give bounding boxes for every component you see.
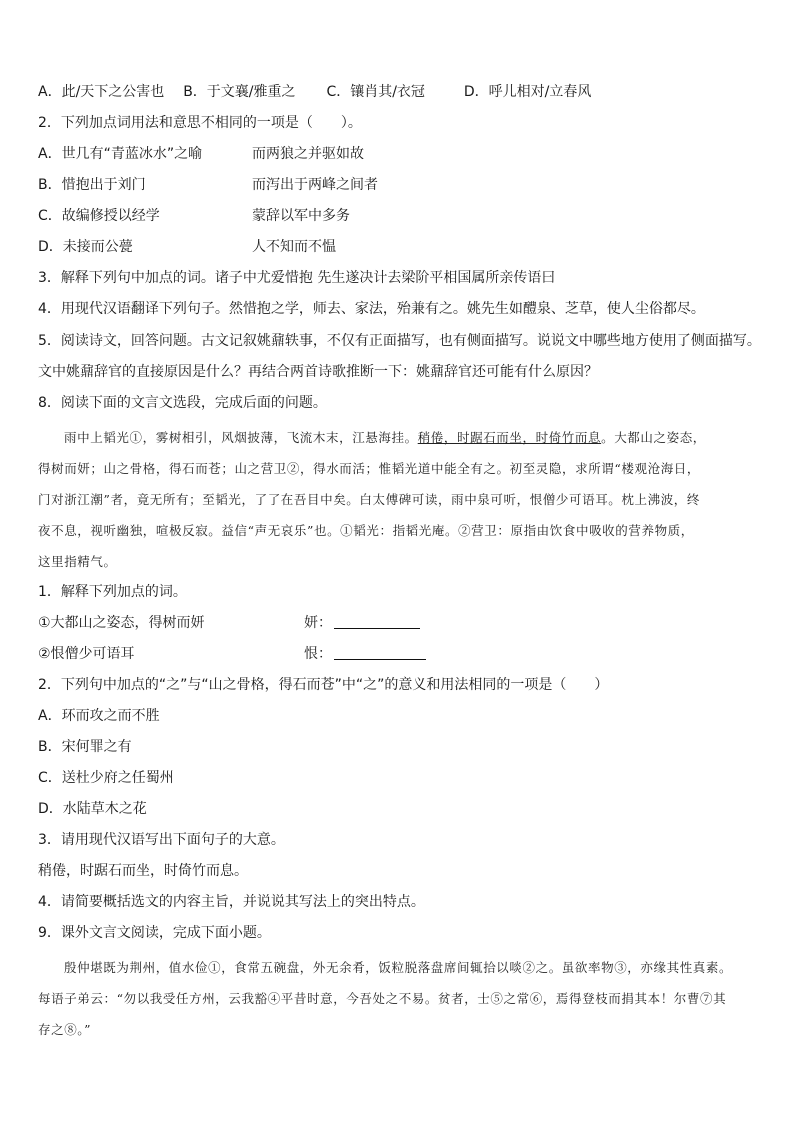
passage-9-line1: 殷仲堪既为荆州，值水俭①，食常五碗盘，外无余肴，饭粒脱落盘席间辄拾以啖②之。虽欲率物③，亦缘其性真素。: [64, 960, 733, 975]
section-8-heading: 8．阅读下面的文言文选段，完成后面的问题。: [38, 395, 327, 411]
q8-2-option-d: D．水陆草木之花: [38, 801, 147, 817]
option-b: B．于文襄/雅重之: [183, 84, 296, 100]
q8-1a-left: ①大都山之姿态，得树而妍: [38, 615, 205, 631]
passage-8-line1: [64, 428, 760, 446]
q8-3-sentence: 稍倦，时踞石而坐，时倚竹而息。: [38, 863, 248, 879]
passage-8-underlined: 稍倦，时踞石而坐，时倚竹而息: [417, 430, 602, 445]
question-3: 3．解释下列句中加点的词。诸子中尤爱惜抱 先生遂决计去梁阶平相国属所亲传语曰: [38, 270, 556, 286]
section-9-heading: 9．课外文言文阅读，完成下面小题。: [38, 925, 271, 941]
passage-8-text: 雨中上韬光①，雾树相引，风烟披薄，飞流木末，江悬海挂。: [64, 430, 418, 445]
q8-1b-answer: [304, 644, 426, 664]
q8-1a-answer: [304, 613, 420, 633]
q2-option-a-left: A．世几有“青蓝冰水”之喻: [38, 146, 203, 162]
q8-2-option-c: C．送杜少府之任蜀州: [38, 770, 174, 786]
q2-option-d-right: 人不知而不愠: [252, 239, 336, 255]
q8-1b-left: ②恨僧少可语耳: [38, 646, 135, 662]
q2-option-c: C．故编修授以经学: [38, 208, 160, 224]
q2-option-a: [38, 144, 202, 164]
q8-2-option-a: A．环而攻之而不胜: [38, 708, 160, 724]
q8-2: 2．下列句中加点的“之”与“山之骨格，得石而苍”中“之”的意义和用法相同的一项是（ ）: [38, 677, 609, 693]
q2-option-c-right: 蒙辞以军中多务: [252, 208, 350, 224]
question-5-line2: 文中姚鼐辞官的直接原因是什么？再结合两首诗歌推断一下：姚鼐辞官还可能有什么原因？: [38, 364, 598, 380]
question-4: 4．用现代汉语翻译下列句子。然惜抱之学，师去、家法，殆兼有之。姚先生如醴泉、芝草，使人尘俗都尽。: [38, 301, 705, 317]
q8-4: 4．请简要概括选文的内容主旨，并说说其写法上的突出特点。: [38, 894, 425, 910]
q8-1b-label: 恨：: [304, 646, 332, 662]
q8-2-option-b: B．宋何罪之有: [38, 739, 132, 755]
passage-8-text-end: 。大都山之姿态，: [601, 430, 706, 445]
answer-blank[interactable]: [334, 614, 420, 629]
answer-blank[interactable]: [334, 645, 426, 660]
q8-3: 3．请用现代汉语写出下面句子的大意。: [38, 832, 285, 848]
passage-9-line2: 每语子弟云：“勿以我受任方州，云我豁④平昔时意，今吾处之不易。贫者，士⑤之常⑥，焉得登枝而捐其本！尔曹⑦其: [38, 991, 727, 1006]
passage-8-line2: 得树而妍；山之骨格，得石而苍；山之营卫②，得水而活；惟韬光道中能全有之。初至灵隐，求所谓“楼观沧海日，: [38, 461, 700, 476]
q2-option-d: D．未接而公甍: [38, 239, 133, 255]
passage-8-line3: 门对浙江潮”者，竟无所有；至韬光，了了在吾目中矣。白太傅碑可读，雨中泉可听，恨僧少可语耳。枕上沸波，终: [38, 492, 700, 507]
question-5-line1: 5．阅读诗文，回答问题。古文记叙姚鼐轶事，不仅有正面描写，也有侧面描写。说说文中哪些地方使用了侧面描写。: [38, 333, 761, 349]
option-c: C．镶肖其/衣冠: [326, 84, 425, 100]
option-a: A．此/天下之公害也: [38, 84, 165, 100]
q8-1: 1．解释下列加点的词。: [38, 584, 187, 600]
passage-9-line3: 存之⑧。”: [38, 1022, 92, 1037]
options-row-top: [38, 82, 591, 102]
passage-8-line5: 这里指精气。: [38, 554, 117, 569]
q2-option-b-right: 而泻出于两峰之间者: [252, 177, 378, 193]
option-d: D．呼儿相对/立春风: [463, 84, 592, 100]
q2-option-a-right: 而两狼之并驱如故: [252, 146, 364, 162]
q8-1a-label: 妍：: [304, 615, 332, 631]
q2-option-b: B．惜抱出于刘门: [38, 177, 146, 193]
passage-8-line4: 夜不息，视听幽独，喧极反寂。益信“声无哀乐”也。①韬光：指韬光庵。②营卫：原指由饮食中吸收的营养物质，: [38, 523, 694, 538]
question-2: 2．下列加点词用法和意思不相同的一项是（ ）。: [38, 115, 362, 131]
